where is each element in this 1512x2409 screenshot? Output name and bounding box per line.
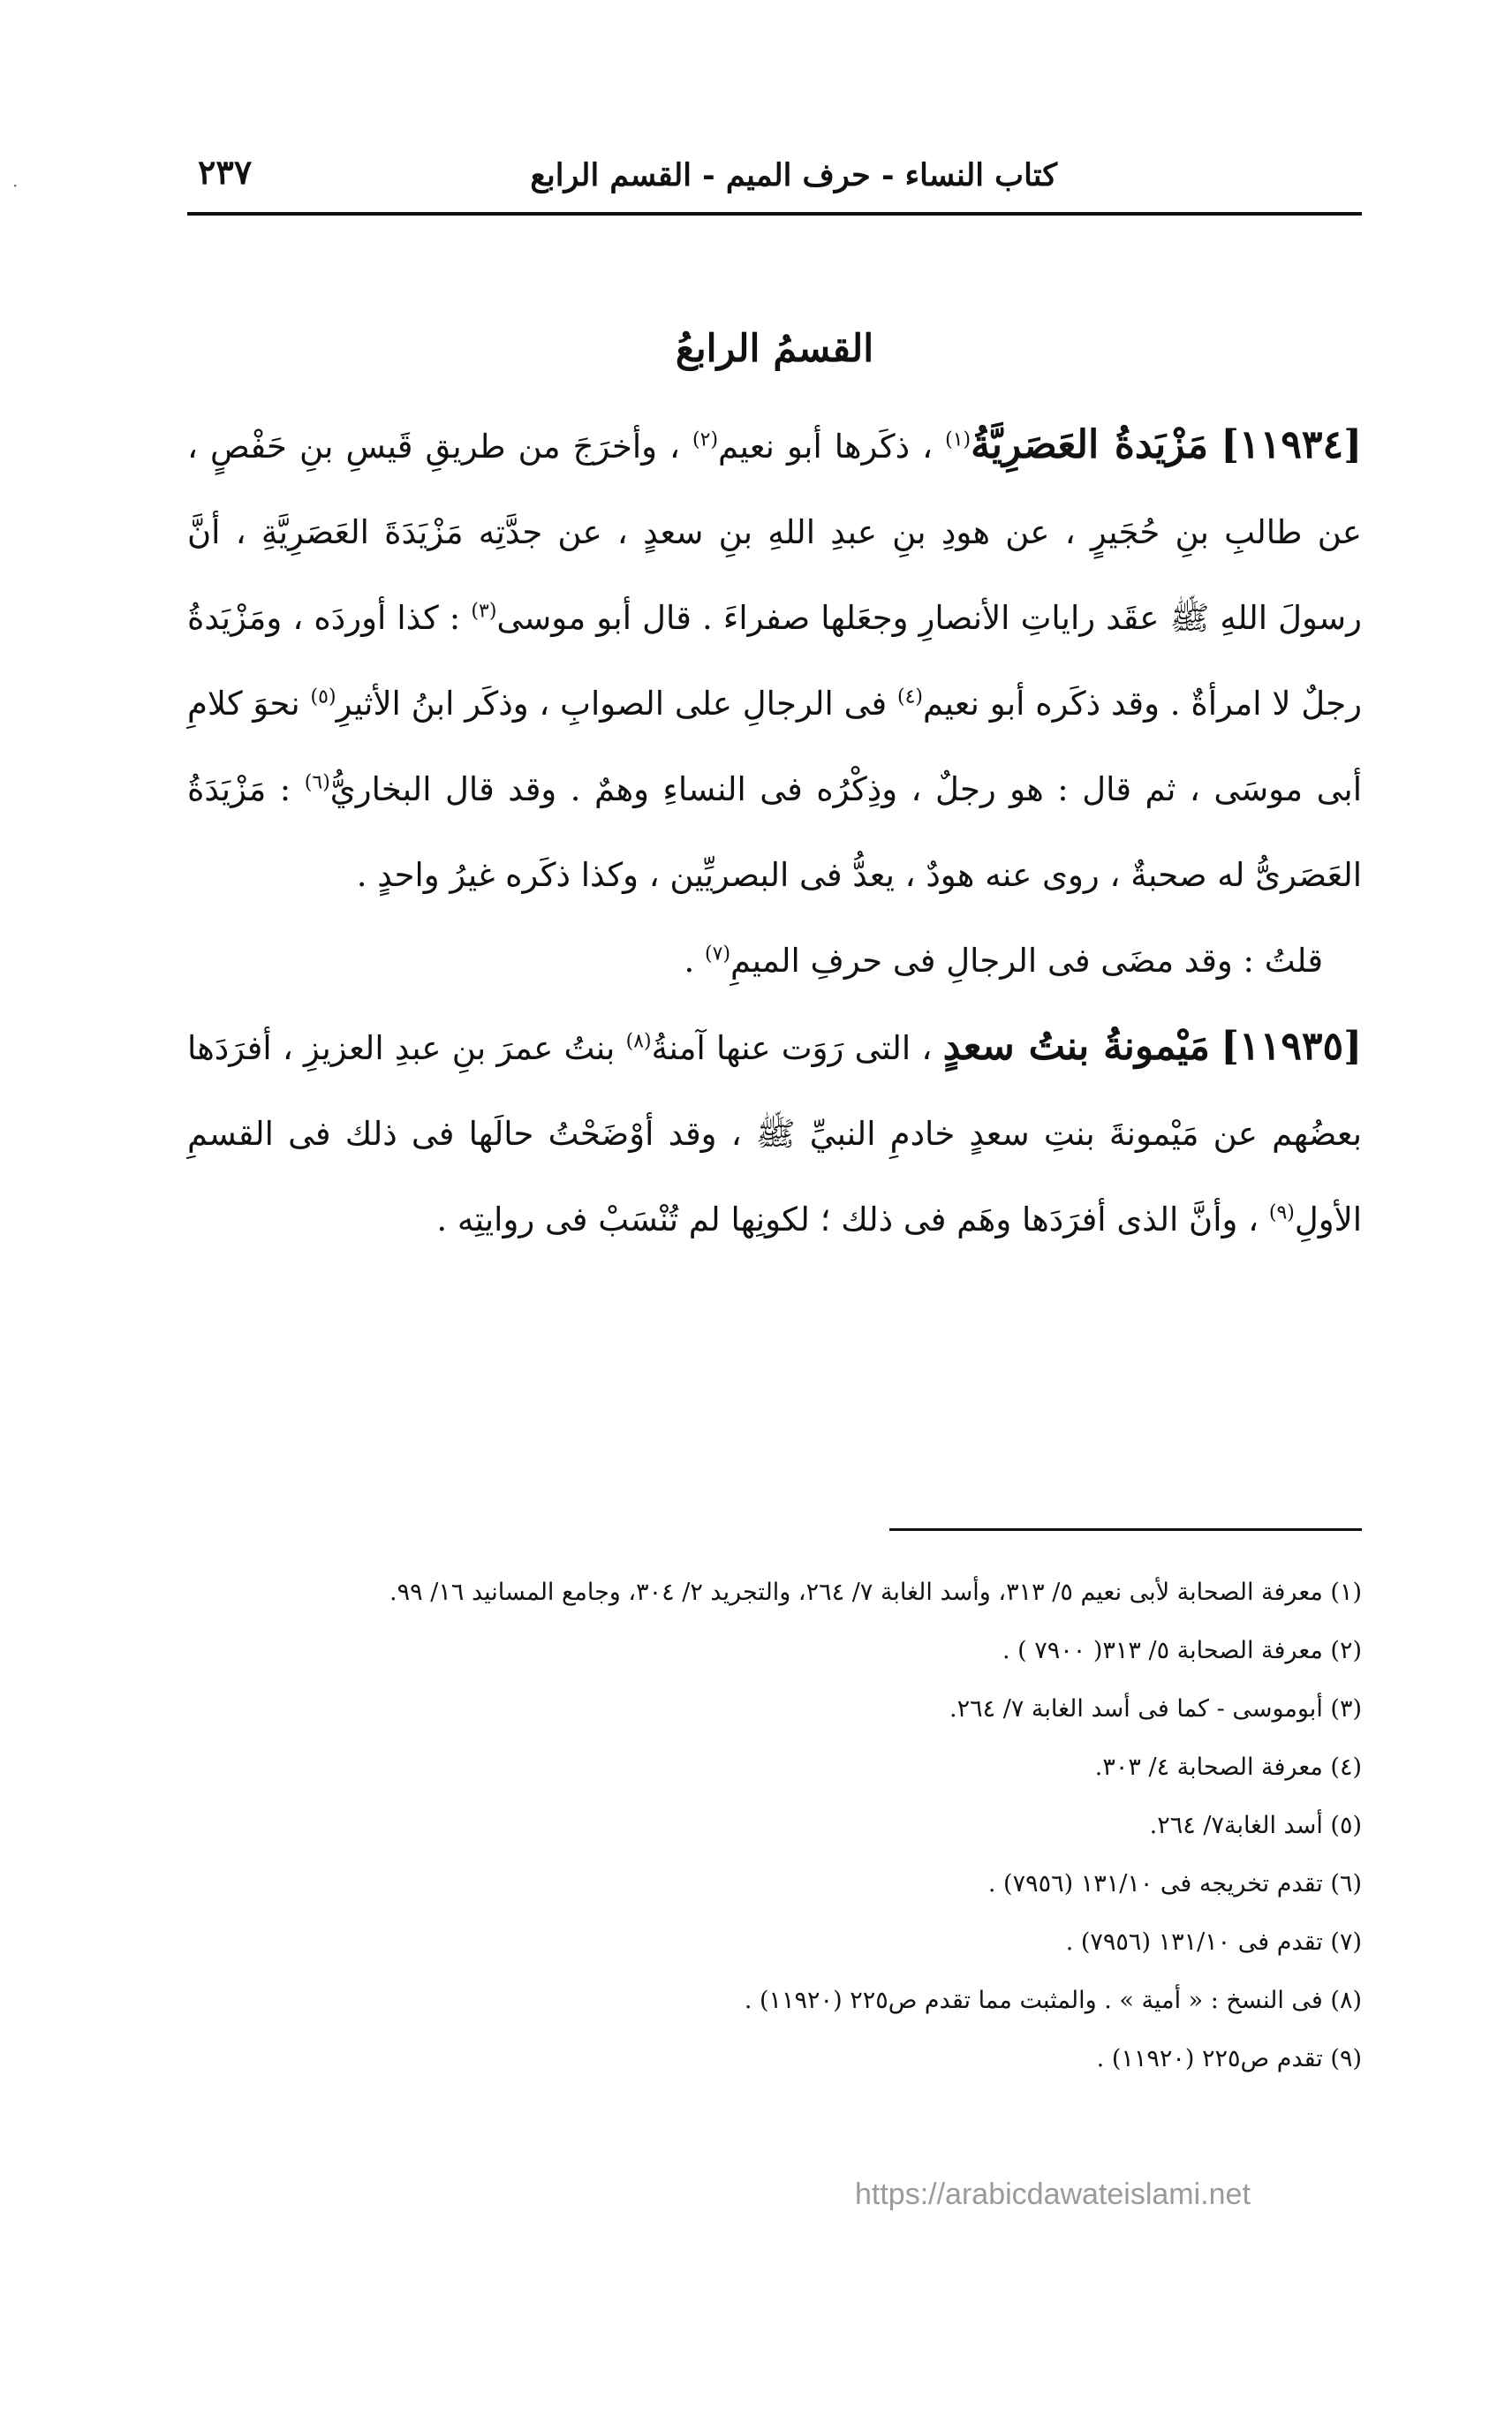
comment-paragraph [187, 918, 1362, 1004]
footnote: (٤) معرفة الصحابة ٤/ ٣٠٣. [1094, 1754, 1362, 1781]
entry-name: مَزْيَدةُ العَصَرِيَّةُ [971, 422, 1209, 467]
comment-text: قلتُ : وقد مضَى فى الرجالِ فى حرفِ الميمِ [730, 942, 1323, 980]
footnote: (٥) أسد الغابة٧/ ٢٦٤. [1149, 1812, 1362, 1839]
footnote-divider [889, 1528, 1362, 1531]
footnote: (٩) تقدم ص٢٢٥ (١١٩٢٠) . [1096, 2045, 1362, 2072]
footnote-marker-6: (٦) [304, 771, 330, 794]
entry-text: : كذا أوردَه ، ومَزْيَدةُ رجلٌ لا امرأةٌ . وقد ذكَره أبو نعيم [187, 599, 1363, 723]
page-number: ٢٣٧ [198, 152, 253, 192]
footnote: (٦) تقدم تخريجه فى ١٣١/١٠ (٧٩٥٦) . [987, 1870, 1362, 1898]
footnote-marker-5: (٥) [310, 686, 336, 708]
entry-text: ، التى رَوَت عنها آمنةُ [651, 1029, 933, 1067]
watermark-url: https://arabicdawateislami.net [855, 2178, 1251, 2211]
running-header [187, 133, 1362, 216]
entry-text: : مَزْيَدَةُ العَصَرىُّ له صحبةٌ ، روى عنه هودٌ ، يعدُّ فى البصريِّين ، وكذا ذكَره غيرُ واحدٍ . [187, 770, 1362, 894]
footnote: (٣) أبوموسى - كما فى أسد الغابة ٧/ ٢٦٤. [949, 1695, 1362, 1723]
entry-text: ، ذكَرها أبو نعيم [718, 428, 934, 466]
footnote: (٨) فى النسخ : « أمية » . والمثبت مما تقدم ص٢٢٥ (١١٩٢٠) . [744, 1987, 1362, 2014]
footnotes [187, 1564, 1362, 2088]
footnote: (١) معرفة الصحابة لأبى نعيم ٥/ ٣١٣، وأسد الغابة ٧/ ٢٦٤، والتجريد ٢/ ٣٠٤، وجامع المسانيد ١٦/ ٩٩. [389, 1579, 1362, 1606]
footnote-marker-8: (٨) [625, 1030, 652, 1053]
section-title: القسمُ الرابعُ [675, 327, 874, 371]
footnote-marker-9: (٩) [1268, 1201, 1295, 1224]
footnote-marker-4: (٤) [896, 686, 923, 708]
footnote-marker-7: (٧) [705, 943, 731, 966]
entry-number: [١١٩٣٥] [1221, 1024, 1363, 1069]
entry-text: فى الرجالِ على الصوابِ ، وذكَر ابنُ الأثيرِ [336, 685, 888, 723]
footnote-marker-1: (١) [945, 428, 971, 451]
header-title: كتاب النساء - حرف الميم - القسم الرابع [530, 157, 1057, 193]
main-text [187, 402, 1362, 1262]
entry-number: [١١٩٣٤] [1221, 422, 1363, 467]
footnote-marker-2: (٢) [692, 428, 719, 451]
footnote: (٢) معرفة الصحابة ٥/ ٣١٣( ٧٩٠٠ ) . [1002, 1637, 1362, 1664]
book-page [187, 133, 1362, 2394]
entry-text: بنتُ عمرَ بنِ عبدِ العزيزِ ، أفرَدَها بعضُهم عن مَيْمونةَ بنتِ سعدٍ خادمِ النبيِّ ﷺ ، وقد أوْضَحْتُ حالَها فى ذلك فى القسمِ الأولِ [187, 1029, 1362, 1239]
entry-11935 [187, 1004, 1362, 1262]
stray-mark: · [12, 175, 19, 196]
entry-11934 [187, 402, 1362, 918]
footnote: (٧) تقدم فى ١٣١/١٠ (٧٩٥٦) . [1065, 1928, 1362, 1956]
comment-end: . [684, 942, 695, 980]
entry-name: مَيْمونةُ بنتُ سعدٍ [942, 1024, 1210, 1069]
entry-text: ، وأخرَجَ من طريقِ قَيسِ بنِ حَفْصٍ ، عن طالبِ بنِ حُجَيرٍ ، عن هودِ بنِ عبدِ اللهِ بنِ سعدٍ ، عن جدَّتِه مَزْيَدَةَ العَصَرِيَّةِ ، أنَّ رسولَ اللهِ ﷺ عقَد راياتِ الأنصارِ وجعَلها صفراءَ . قال أبو موسى [187, 428, 1362, 637]
entry-text: ، وأنَّ الذى أفرَدَها وهَم فى ذلك ؛ لكونِها لم تُنْسَبْ فى روايتِه . [436, 1201, 1259, 1239]
entry-text: نحوَ كلامِ أبى موسَى ، ثم قال : هو رجلٌ ، وذِكْرُه فى النساءِ وهمٌ . وقد قال البخاريُّ [187, 685, 1362, 808]
footnote-marker-3: (٣) [471, 600, 497, 623]
